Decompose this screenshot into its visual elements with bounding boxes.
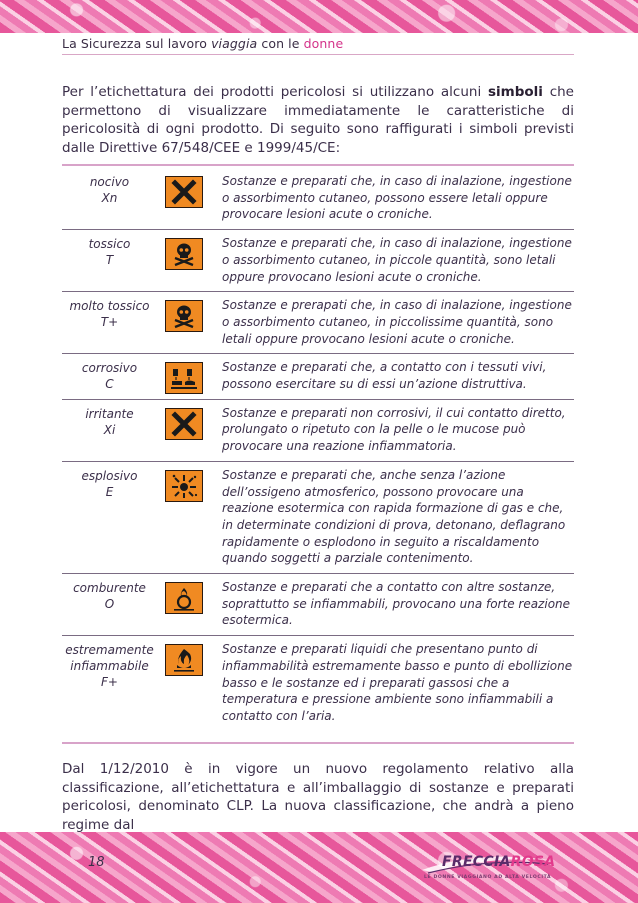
explosion-icon: [165, 470, 203, 502]
hazard-description: Sostanze e preparati che, in caso di inalazione, ingestione o assorbimento cutaneo, in piccole quantità, sono letali oppure provocano lesioni acute o croniche.: [222, 236, 572, 284]
table-top-rule: [62, 164, 574, 166]
logo-part-b: ROSA: [510, 854, 556, 870]
hazard-symbol-cell: [157, 399, 219, 461]
hazard-name: [62, 574, 157, 636]
hazard-row: [62, 461, 574, 573]
oxidizer-icon: [165, 582, 203, 614]
cross-icon: [165, 408, 203, 440]
hazard-description: Sostanze e preparati che, in caso di inalazione, ingestione o assorbimento cutaneo, possono essere letali oppure provocare lesioni acute o croniche.: [222, 174, 572, 222]
cross-icon: [165, 176, 203, 208]
hazard-description: Sostanze e preparati che, a contatto con i tessuti vivi, possono esercitare su di essi un’azione distruttiva.: [222, 360, 547, 392]
hazard-name-line: T: [105, 253, 114, 268]
hazard-name: [62, 399, 157, 461]
intro-text: Per l’etichettatura dei prodotti pericolosi si utilizzano alcuni: [62, 84, 488, 100]
hazard-name-line: Xn: [101, 191, 118, 205]
hazard-symbol-cell: [157, 636, 219, 731]
page-number: 18: [88, 855, 105, 870]
hazard-name-line: infiammabile: [70, 659, 149, 674]
top-decorative-band: [0, 0, 638, 33]
skull-icon: [165, 300, 203, 332]
hazard-description: Sostanze e prerapati che, in caso di inalazione, ingestione o assorbimento cutaneo, in piccolissime quantità, sono letali oppure provocano lesioni acute o croniche.: [222, 298, 572, 346]
hazard-row: [62, 168, 574, 230]
hazard-name: [62, 636, 157, 731]
hazard-name-line: E: [105, 484, 114, 499]
hazard-name-line: molto tossico: [69, 299, 150, 314]
hazard-symbol-cell: [157, 168, 219, 230]
intro-text-2: che permettono di visualizzare immediatamente le caratteristiche di pericolosità di ogni prodotto. Di seguito sono raffigurati i simboli previsti dalle Direttive 67/548/CEE e 1999/45/CE:: [62, 84, 574, 156]
hazard-name-line: F+: [101, 675, 118, 690]
hazard-symbol-cell: [157, 354, 219, 399]
hazard-name: [62, 292, 157, 354]
hazard-row: [62, 354, 574, 399]
hazard-name: [62, 168, 157, 230]
running-head-accent: donne: [303, 36, 344, 51]
hazard-symbols-table: [62, 168, 574, 731]
hazard-description: Sostanze e preparati liquidi che presentano punto di infiammabilità estremamente basso e punto di ebollizione basso e le sostanze ed i preparati gassosi che a temperatura e pressione ambiente sono infiammabili a contatto con l’aria.: [222, 642, 573, 723]
hazard-name: [62, 354, 157, 399]
running-head: [62, 36, 343, 51]
hazard-row: [62, 636, 574, 731]
hazard-symbol-cell: [157, 574, 219, 636]
hazard-name-line: nocivo: [89, 175, 130, 189]
hazard-row: [62, 574, 574, 636]
hazard-name-line: esplosivo: [81, 468, 138, 483]
hazard-symbol-cell: [157, 292, 219, 354]
running-head-text: La Sicurezza sul lavoro: [62, 36, 212, 51]
hazard-row: [62, 399, 574, 461]
outro-paragraph: Dal 1/12/2010 è in vigore un nuovo regolamento relativo alla classificazione, all’etichettatura e all’imballaggio di sostanze e preparati pericolosi, denominato CLP. La nuova classificazione, che andrà a pieno regime dal: [62, 761, 574, 833]
hazard-name-line: C: [105, 377, 114, 392]
frecciarosa-logo: [418, 848, 556, 888]
flame-icon: [165, 644, 203, 676]
logo-tagline: LE DONNE VIAGGIANO AD ALTA VELOCITÀ: [424, 875, 552, 880]
hazard-name-line: comburente: [73, 581, 146, 596]
logo-part-a: FRECCIA: [442, 854, 511, 870]
hazard-name-line: T+: [100, 315, 119, 330]
header-divider: [62, 54, 574, 55]
table-bottom-rule: [62, 742, 574, 744]
hazard-name-line: Xi: [103, 422, 116, 437]
running-head-text-2: con le: [257, 36, 304, 51]
hazard-description: Sostanze e preparati che a contatto con altre sostanze, soprattutto se infiammabili, provocano una forte reazione esotermica.: [222, 580, 571, 628]
hazard-symbol-cell: [157, 461, 219, 573]
intro-bold: simboli: [487, 84, 543, 100]
hazard-name: [62, 461, 157, 573]
hazard-description: Sostanze e preparati non corrosivi, il cui contatto diretto, prolungato o ripetuto con la pelle o le mucose può provocare una reazione infiammatoria.: [222, 405, 566, 454]
hazard-name-line: corrosivo: [81, 361, 138, 376]
hazard-name-line: tossico: [88, 237, 131, 252]
hazard-name-line: O: [104, 597, 115, 612]
corrosive-icon: [165, 362, 203, 394]
hazard-description: Sostanze e preparati che, anche senza l’azione dell’ossigeno atmosferico, possono provocare una reazione esotermica con rapida formazione di gas e che, in determinate condizioni di prova, detonano, deflagrano rapidamente o esplodono in seguito a riscaldamento quando soggetti a parziale contenimento.: [222, 467, 566, 566]
hazard-name: [62, 230, 157, 292]
hazard-name-line: irritante: [85, 406, 134, 421]
hazard-row: [62, 230, 574, 292]
running-head-italic: viaggia: [211, 36, 258, 51]
hazard-row: [62, 292, 574, 354]
hazard-name-line: estremamente: [65, 643, 154, 658]
skull-icon: [165, 238, 203, 270]
intro-paragraph: [62, 83, 574, 157]
logo-wordmark: [442, 854, 555, 870]
hazard-symbol-cell: [157, 230, 219, 292]
